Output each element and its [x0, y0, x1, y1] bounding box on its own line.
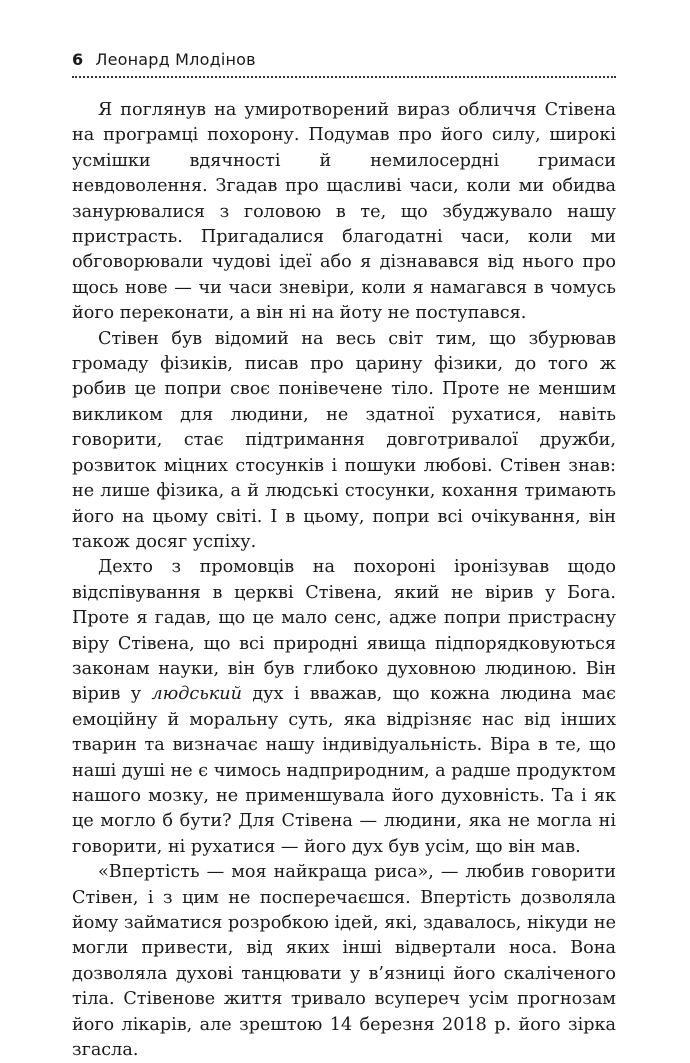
paragraph-4: «Впертість — моя найкраща риса», — любив говорити Стівен, і з цим не посперечаєшся. Впертість дозволяла йому займатися розробкою ідей, які, здавалось, нікуди не могли привести, від яких інші відвертали носа. Вона дозволяла духові танцювати у в’язниці його скаліченого тіла. Стівенове життя тривало всупереч усім прогнозам його лікарів, але зрештою 14 березня 2018 р. його зірка згасла. — [72, 862, 616, 1061]
running-head-author: Леонард Млодінов — [95, 50, 256, 69]
paragraph-3-part-2: дух і вважав, що кожна людина має емоційну й моральну суть, яка відрізняє нас від інших тварин та визначає нашу індивідуальність. Віра в те, що наші душі не є чимось надприродним, а радше продуктом нашого мозку, не применшувала його духовність. Та і як це могло б бути? Для Стівена — людини, яка не могла ні говорити, ні рухатися — його дух був усім, що він мав. — [72, 684, 616, 857]
paragraph-3 — [72, 555, 616, 860]
paragraph-3-emphasis: людський — [151, 684, 242, 705]
running-head — [72, 50, 616, 72]
header-dotted-rule — [72, 76, 616, 78]
body-text — [72, 98, 616, 1063]
page-number: 6 — [72, 50, 84, 69]
paragraph-2: Стівен був відомий на весь світ тим, що збурював громаду фізиків, писав про царину фізики, до того ж робив це попри своє понівечене тіло. Проте не меншим викликом для людини, не здатної рухатися, навіть говорити, стає підтримання довготривалої дружби, розвиток міцних стосунків і пошуки любові. Стівен знав: не лише фізика, а й людські стосунки, кохання тримають його на цьому світі. І в цьому, попри всі очікування, він також досяг успіху. — [72, 328, 616, 552]
paragraph-3-part-1: Дехто з промовців на похороні іронізував щодо відспівування в церкві Стівена, який не вірив у Бога. Проте я гадав, що це мало сенс, адже попри пристрасну віру Стівена, що всі природні явища підпорядковуються законам науки, він був глибоко духовною людиною. Він вірив у — [72, 557, 616, 705]
paragraph-1: Я поглянув на умиротворений вираз обличчя Стівена на програмці похорону. Подумав про його силу, широкі усмішки вдячності й немилосердні гримаси невдоволення. Згадав про щасливі часи, коли ми обидва занурювалися з головою в те, що збуджувало нашу пристрасть. Пригадалися благодатні часи, коли ми обговорювали чудові ідеї або я дізнавався від нього про щось нове — чи часи зневіри, коли я намагався в чомусь його переконати, а він ні на йоту не поступався. — [72, 100, 616, 324]
book-page — [72, 50, 616, 1063]
